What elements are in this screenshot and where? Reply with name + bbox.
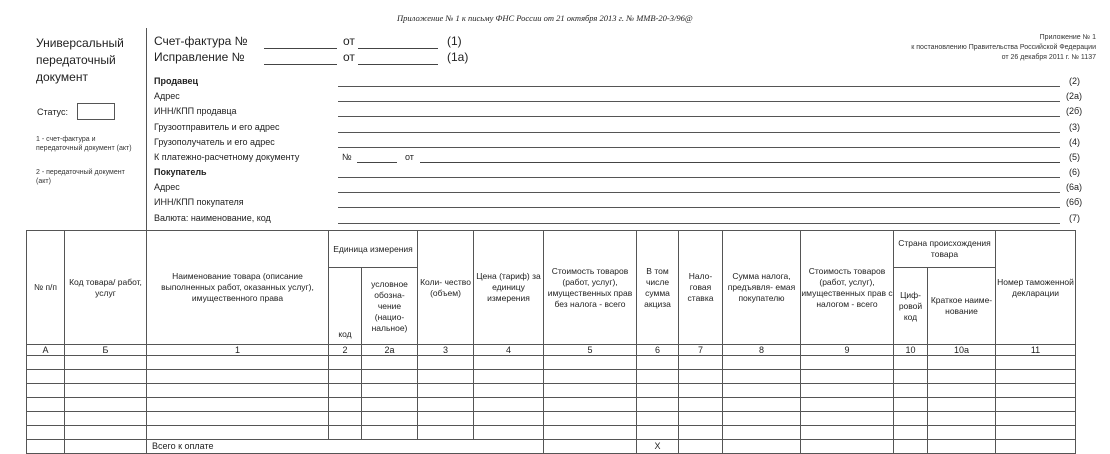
table-cell[interactable] <box>27 370 65 384</box>
buyer-inn-label: ИНН/КПП покупателя <box>154 197 244 207</box>
consignee-label: Грузополучатель и его адрес <box>154 137 275 147</box>
table-cell[interactable] <box>723 384 801 398</box>
appendix-resolution-line: от 26 декабря 2011 г. № 1137 <box>1001 54 1096 61</box>
table-row <box>27 398 1076 412</box>
table-row <box>27 356 1076 370</box>
col-header-tax-amount: Сумма налога, предъявля- емая покупателю <box>723 231 801 345</box>
table-cell[interactable] <box>894 398 928 412</box>
col-header-name: Наименование товара (описание выполненных работ, оказанных услуг), имущественного права <box>147 231 329 345</box>
table-cell[interactable] <box>544 370 637 384</box>
table-cell[interactable] <box>679 398 723 412</box>
table-cell[interactable] <box>27 384 65 398</box>
correction-from-label: от <box>343 50 355 64</box>
column-index: 11 <box>996 345 1076 356</box>
col-header-excise: В том числе сумма акциза <box>637 231 679 345</box>
appendix-resolution-line: к постановлению Правительства Российской Федерации <box>911 44 1096 51</box>
table-cell[interactable] <box>637 356 679 370</box>
invoice-date-field[interactable] <box>358 48 438 49</box>
column-index-row <box>27 345 1076 356</box>
table-cell[interactable] <box>996 426 1076 440</box>
column-index: 3 <box>418 345 474 356</box>
table-cell[interactable] <box>928 384 996 398</box>
payment-doc-number-field[interactable] <box>357 162 397 163</box>
table-cell[interactable] <box>801 384 894 398</box>
column-index: А <box>27 345 65 356</box>
payment-doc-label: К платежно-расчетному документу <box>154 152 300 162</box>
table-cell[interactable] <box>418 370 474 384</box>
payment-doc-from-label: от <box>405 152 414 162</box>
seller-inn-field[interactable] <box>338 116 1060 117</box>
table-cell[interactable] <box>362 426 418 440</box>
payment-doc-ref: (5) <box>1069 152 1080 162</box>
table-cell[interactable] <box>928 412 996 426</box>
table-cell[interactable] <box>801 412 894 426</box>
table-cell[interactable] <box>362 412 418 426</box>
column-index: 4 <box>474 345 544 356</box>
col-header-code: Код товара/ работ, услуг <box>65 231 147 345</box>
table-cell[interactable] <box>723 426 801 440</box>
invoice-number-field[interactable] <box>264 48 337 49</box>
col-header-unit-code: код <box>329 268 362 345</box>
table-cell[interactable] <box>329 370 362 384</box>
document-title-line: Универсальный <box>36 36 124 50</box>
status-input[interactable] <box>77 103 115 120</box>
currency-ref: (7) <box>1069 213 1080 223</box>
table-cell[interactable] <box>723 398 801 412</box>
currency-field[interactable] <box>338 223 1060 224</box>
total-cost-with-tax[interactable] <box>801 440 894 454</box>
table-cell[interactable] <box>679 370 723 384</box>
table-cell[interactable] <box>474 384 544 398</box>
buyer-label: Покупатель <box>154 167 207 177</box>
table-cell[interactable] <box>362 356 418 370</box>
column-index: 10а <box>928 345 996 356</box>
table-cell[interactable] <box>27 412 65 426</box>
table-cell[interactable] <box>996 384 1076 398</box>
table-cell[interactable] <box>147 356 329 370</box>
left-divider <box>146 28 147 230</box>
correction-ref: (1а) <box>447 50 469 64</box>
table-cell[interactable] <box>544 412 637 426</box>
table-cell[interactable] <box>996 412 1076 426</box>
table-cell[interactable] <box>418 384 474 398</box>
total-tax-amount[interactable] <box>723 440 801 454</box>
buyer-address-label: Адрес <box>154 182 180 192</box>
table-cell[interactable] <box>474 426 544 440</box>
seller-address-field[interactable] <box>338 101 1060 102</box>
column-index: 5 <box>544 345 637 356</box>
table-cell[interactable] <box>679 356 723 370</box>
invoice-from-label: от <box>343 34 355 48</box>
table-cell[interactable] <box>637 370 679 384</box>
table-cell[interactable] <box>637 412 679 426</box>
table-cell[interactable] <box>27 356 65 370</box>
invoice-label: Счет-фактура № <box>154 34 248 48</box>
appendix-resolution <box>911 33 1096 63</box>
correction-number-field[interactable] <box>264 64 337 65</box>
table-cell[interactable] <box>27 398 65 412</box>
buyer-field[interactable] <box>338 177 1060 178</box>
total-cell <box>679 440 723 454</box>
seller-inn-ref: (2б) <box>1066 106 1083 116</box>
column-index: 10 <box>894 345 928 356</box>
table-cell[interactable] <box>474 356 544 370</box>
table-cell[interactable] <box>928 370 996 384</box>
correction-label: Исправление № <box>154 50 245 64</box>
consignee-field[interactable] <box>338 147 1060 148</box>
consignee-ref: (4) <box>1069 137 1080 147</box>
table-cell[interactable] <box>474 370 544 384</box>
table-row <box>27 412 1076 426</box>
currency-label: Валюта: наименование, код <box>154 213 271 223</box>
payment-doc-date-field[interactable] <box>420 162 1060 163</box>
col-header-tax-rate: Нало- говая ставка <box>679 231 723 345</box>
appendix-resolution-line: Приложение № 1 <box>1039 34 1096 41</box>
table-cell[interactable] <box>474 412 544 426</box>
status-note-1: 1 - счет-фактура и передаточный документ (акт) <box>36 136 132 152</box>
total-cell <box>65 440 147 454</box>
table-cell[interactable] <box>418 398 474 412</box>
table-cell[interactable] <box>679 426 723 440</box>
document-title-line: передаточный <box>36 53 116 67</box>
table-cell[interactable] <box>928 356 996 370</box>
total-cell <box>894 440 928 454</box>
column-index: 6 <box>637 345 679 356</box>
appendix-letter-header: Приложение № 1 к письму ФНС России от 21 октября 2013 г. № ММВ-20-3/96@ <box>397 13 693 23</box>
table-cell[interactable] <box>679 384 723 398</box>
total-row <box>27 440 1076 454</box>
table-cell[interactable] <box>894 426 928 440</box>
seller-label: Продавец <box>154 76 199 86</box>
table-cell[interactable] <box>801 356 894 370</box>
table-cell[interactable] <box>147 412 329 426</box>
table-cell[interactable] <box>801 370 894 384</box>
seller-ref: (2) <box>1069 76 1080 86</box>
col-header-customs-declaration: Номер таможенной декларации <box>996 231 1076 345</box>
table-cell[interactable] <box>147 370 329 384</box>
table-row <box>27 426 1076 440</box>
buyer-inn-ref: (6б) <box>1066 197 1083 207</box>
column-index: 8 <box>723 345 801 356</box>
table-cell[interactable] <box>418 412 474 426</box>
table-cell[interactable] <box>894 370 928 384</box>
seller-address-ref: (2а) <box>1066 91 1083 101</box>
col-header-price: Цена (тариф) за единицу измерения <box>474 231 544 345</box>
table-cell[interactable] <box>637 426 679 440</box>
total-cost-without-tax[interactable] <box>544 440 637 454</box>
seller-inn-label: ИНН/КПП продавца <box>154 106 237 116</box>
table-cell[interactable] <box>362 384 418 398</box>
table-cell[interactable] <box>362 370 418 384</box>
table-cell[interactable] <box>996 356 1076 370</box>
status-note-2: 2 - передаточный документ (акт) <box>36 169 125 185</box>
table-cell[interactable] <box>362 398 418 412</box>
total-cell <box>27 440 65 454</box>
goods-table <box>26 230 1076 454</box>
table-cell[interactable] <box>65 426 147 440</box>
table-cell[interactable] <box>723 412 801 426</box>
table-cell[interactable] <box>928 398 996 412</box>
column-index: 1 <box>147 345 329 356</box>
col-header-country-name: Краткое наиме- нование <box>928 268 996 345</box>
table-cell[interactable] <box>65 370 147 384</box>
shipper-ref: (3) <box>1069 122 1080 132</box>
buyer-inn-field[interactable] <box>338 207 1060 208</box>
column-index: Б <box>65 345 147 356</box>
col-header-cost-with-tax: Стоимость товаров (работ, услуг), имущественных прав с налогом - всего <box>801 231 894 345</box>
col-header-country: Страна происхождения товара <box>894 231 996 268</box>
table-cell[interactable] <box>65 384 147 398</box>
table-cell[interactable] <box>723 356 801 370</box>
column-index: 2а <box>362 345 418 356</box>
table-cell[interactable] <box>329 398 362 412</box>
total-excise-x: Х <box>637 440 679 454</box>
table-cell[interactable] <box>474 398 544 412</box>
table-cell[interactable] <box>147 384 329 398</box>
col-header-quantity: Коли- чество (объем) <box>418 231 474 345</box>
table-cell[interactable] <box>329 426 362 440</box>
table-row <box>27 384 1076 398</box>
seller-field[interactable] <box>338 86 1060 87</box>
table-cell[interactable] <box>801 426 894 440</box>
total-label: Всего к оплате <box>147 440 544 454</box>
document-title-line: документ <box>36 70 88 84</box>
shipper-field[interactable] <box>338 132 1060 133</box>
correction-date-field[interactable] <box>358 64 438 65</box>
table-cell[interactable] <box>65 412 147 426</box>
col-header-cost-without-tax: Стоимость товаров (работ, услуг), имущественных прав без налога - всего <box>544 231 637 345</box>
table-cell[interactable] <box>996 398 1076 412</box>
table-cell[interactable] <box>329 356 362 370</box>
col-header-unit: Единица измерения <box>329 231 418 268</box>
column-index: 9 <box>801 345 894 356</box>
invoice-ref: (1) <box>447 34 462 48</box>
table-cell[interactable] <box>329 384 362 398</box>
payment-doc-number-label: № <box>342 152 352 162</box>
table-cell[interactable] <box>544 384 637 398</box>
table-cell[interactable] <box>147 426 329 440</box>
table-cell[interactable] <box>544 398 637 412</box>
shipper-label: Грузоотправитель и его адрес <box>154 122 280 132</box>
table-row <box>27 370 1076 384</box>
table-cell[interactable] <box>637 398 679 412</box>
column-index: 7 <box>679 345 723 356</box>
table-cell[interactable] <box>544 356 637 370</box>
table-cell[interactable] <box>418 356 474 370</box>
table-cell[interactable] <box>801 398 894 412</box>
seller-address-label: Адрес <box>154 91 180 101</box>
table-cell[interactable] <box>894 384 928 398</box>
table-cell[interactable] <box>894 356 928 370</box>
table-cell[interactable] <box>418 426 474 440</box>
col-header-number: № п/п <box>27 231 65 345</box>
table-cell[interactable] <box>147 398 329 412</box>
table-cell[interactable] <box>894 412 928 426</box>
table-cell[interactable] <box>65 356 147 370</box>
table-cell[interactable] <box>928 426 996 440</box>
status-label: Статус: <box>37 107 68 117</box>
buyer-address-ref: (6а) <box>1066 182 1083 192</box>
table-cell[interactable] <box>723 370 801 384</box>
document-title <box>36 35 124 86</box>
buyer-ref: (6) <box>1069 167 1080 177</box>
table-cell[interactable] <box>544 426 637 440</box>
table-cell[interactable] <box>996 370 1076 384</box>
column-index: 2 <box>329 345 362 356</box>
total-cell <box>996 440 1076 454</box>
total-cell <box>928 440 996 454</box>
col-header-country-code: Циф- ровой код <box>894 268 928 345</box>
table-cell[interactable] <box>329 412 362 426</box>
table-cell[interactable] <box>679 412 723 426</box>
table-cell[interactable] <box>637 384 679 398</box>
buyer-address-field[interactable] <box>338 192 1060 193</box>
table-cell[interactable] <box>27 426 65 440</box>
table-cell[interactable] <box>65 398 147 412</box>
col-header-unit-name: условное обозна- чение (нацио- нальное) <box>362 268 418 345</box>
